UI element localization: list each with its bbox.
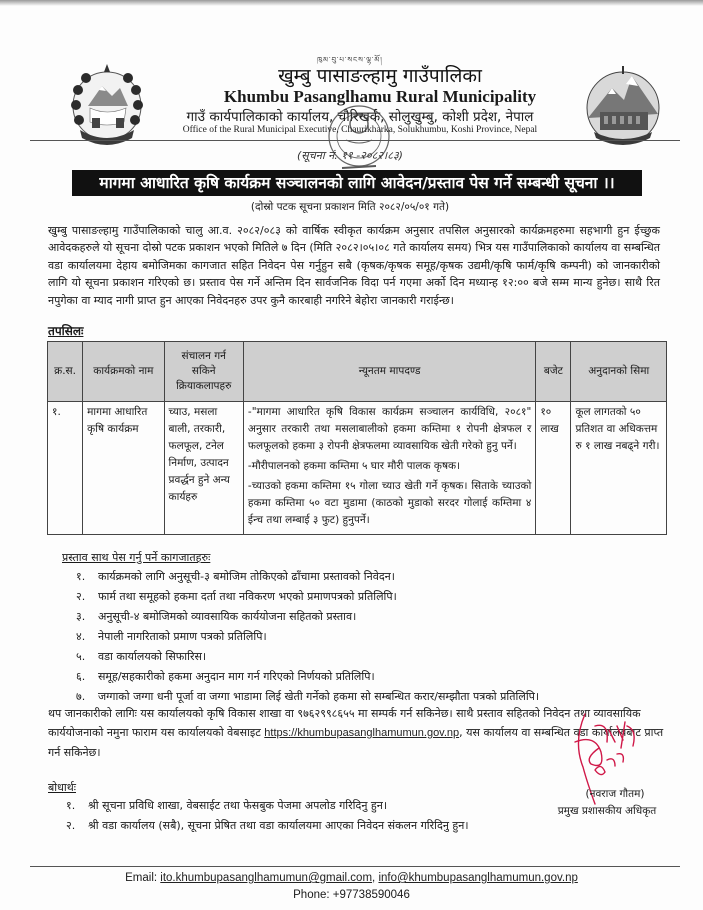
item-text: समूह/सहकारीको हकमा अनुदान माग गर्न गरिएको निर्णयको प्रतिलिपि। [98, 670, 375, 683]
header-divider [30, 140, 680, 141]
item-number: ७. [76, 690, 86, 703]
website-link[interactable]: https://khumbupasanglhamumun.gov.np [264, 727, 460, 739]
nepal-government-emblem-icon [66, 60, 148, 152]
header-minimum-criteria: न्यूनतम मापदण्ड [243, 342, 535, 402]
item-text: श्री सूचना प्रविधि शाखा, वेबसाईट तथा फेसबुक पेजमा अपलोड गरिदिनु हुन। [88, 799, 388, 812]
list-item [66, 796, 469, 816]
required-documents-heading: प्रस्ताव साथ पेस गर्नु पर्ने कागजातहरुः [62, 551, 211, 564]
email-link-ito[interactable]: ito.khumbupasanglhamumun@gmail.com [160, 872, 373, 884]
item-text: अनुसूची-४ बमोजिमको व्यावसायिक कार्ययोजना सहितको प्रस्ताव। [98, 610, 357, 623]
item-number: ३. [76, 610, 86, 623]
header-program-name: कार्यक्रमको नाम [83, 342, 164, 402]
municipality-name-english: Khumbu Pasanglhamu Rural Municipality [223, 87, 537, 106]
criteria-item: -मौरीपालनको हकमा कम्तिमा ५ घार मौरी पालक कृषक। [247, 460, 461, 472]
list-item [76, 567, 539, 587]
item-text: वडा कार्यालयको सिफारिस। [98, 650, 207, 663]
item-text: फार्म तथा समूहको हकमा दर्ता तथा नविकरण भएको प्रमाणपत्रको प्रतिलिपि। [98, 590, 397, 603]
footer-divider [30, 866, 680, 867]
scan-edge [0, 0, 703, 6]
cell-serial: १. [48, 402, 83, 535]
header-budget: बजेट [536, 342, 571, 402]
criteria-item: -"मागमा आधारित कृषि विकास कार्यक्रम सञ्चालन कार्यविधि, २०८१" अनुसार तरकारी तथा मसलाबालीको हकमा कम्तिमा १ रोपनी क्षेत्रफल र फलफूलको हकमा ३ रोपनी क्षेत्रफलमा व्यावसायिक खेती गरेको हुनु पर्ने। [247, 406, 532, 452]
item-number: ६. [76, 670, 86, 683]
cell-activities: च्याउ, मसला बाली, तरकारी, फलफूल, टनेल निर्माण, उत्पादन प्रवर्द्धन हुने अन्य कार्यहरु [164, 402, 243, 535]
municipality-name-nepali: खुम्बु पासाङल्हामु गाउँपालिका [278, 65, 482, 87]
table-row [48, 402, 667, 535]
intro-paragraph: खुम्बु पासाङल्हामु गाउँपालिकाको चालु आ.व. २०८२/०८३ को वार्षिक स्वीकृत कार्यक्रम अनुसार तपसिल अनुसारको कार्यक्रमहरुमा सहभागी हुन ईच्छुक आवेदकहरुले यो सूचना दोस्रो पटक प्रकाशन भएको मितिले ७ दिन (मिति २०८२।०५।०८ गते कार्यालय समय) भित्र यस गाउँपालिकाको कार्यालय वा सम्बन्धित वडा कार्यालयमा देहाय बमोजिमका कागजात सहित निवेदन पेस गर्नुहुन सबै (कृषक/कृषक समूह/कृषक उद्यमी/कृषि फार्म/कृषि कम्पनी) को जानकारीको लागि यो सूचना प्रकाशन गरिएको छ। प्रस्ताव पेस गर्ने अन्तिम दिन सार्वजनिक विदा पर्न गएमा अर्को दिन मध्यान्ह १२:०० बजे सम्म मान्य हुनेछ। साथै रित नपुगेका वा म्याद नागी प्राप्त हुन आएका निवेदनहरु उपर कुनै कारबाही नगरिने बेहोरा जानकारी गराईन्छ। [48, 224, 660, 307]
footer-email-line [0, 872, 703, 884]
tibetan-script-line: ཁུམ་བུ་པ་སངས་ལྷ་མོ། [317, 56, 383, 64]
office-address-english: Office of the Rural Municipal Executive, Chaurikharka, Solukhumbu, Koshi Province, Nepal [182, 125, 538, 135]
email-label: Email: [125, 872, 161, 884]
item-text: जग्गाको जग्गा धनी पूर्जा वा जग्गा भाडामा लिई खेती गर्नेको हकमा सो सम्बन्धित करार/सम्झौता पत्रको प्रतिलिपि। [98, 690, 540, 703]
cell-budget: १० लाख [536, 402, 571, 535]
program-table [47, 341, 667, 535]
contact-text-end: , यस कार्यालय वा सम्बन्धित वडा कार्यालयबाट प्राप्त गर्न सकिनेछ। [48, 726, 664, 759]
publication-date-note: (दोस्रो पटक सूचना प्रकाशन मिति २०८२/०५/०१ गते) [250, 201, 450, 213]
cell-program-name: मागमा आधारित कृषि कार्यक्रम [83, 402, 164, 535]
item-number: १. [76, 570, 86, 583]
list-item [76, 627, 539, 647]
list-item [76, 607, 539, 627]
cell-minimum-criteria [243, 402, 535, 535]
item-number: २. [66, 819, 76, 832]
email-separator: , [372, 872, 379, 884]
item-number: २. [76, 590, 86, 603]
required-documents-list [76, 567, 539, 707]
item-text: नेपाली नागरिताको प्रमाण पत्रको प्रतिलिपि। [98, 630, 267, 643]
office-address-nepali: गाउँ कार्यपालिकाको कार्यालय, चौरिखर्क, सोलुखुम्बु, कोशी प्रदेश, नेपाल [186, 109, 534, 125]
list-item [76, 647, 539, 667]
item-text: श्री वडा कार्यालय (सबै), सूचना प्रेषित तथा वडा कार्यालयमा आएका निवेदन संकलन गरिदिनु हुन। [88, 819, 469, 832]
header-grant-limit: अनुदानको सिमा [571, 342, 667, 402]
email-link-info[interactable]: info@khumbupasanglhamumun.gov.np [378, 872, 578, 884]
criteria-item: -च्याउको हकमा कम्तिमा १५ गोला च्याउ खेती गर्ने कृषक। सिताके च्याउको हकमा कम्तिमा ५० वटा मुडामा (काठको मुडाको सरदर गोलाई कम्तिमा ४ ईन्च तथा लम्बाई ३ फुट) हुनुपर्ने। [247, 480, 532, 526]
item-number: १. [66, 799, 76, 812]
signatory-name: (नवराज गौतम) [585, 788, 645, 800]
signatory-title: प्रमुख प्रशासकीय अधिकृत [557, 805, 657, 817]
cc-heading: बोधार्थः [48, 781, 76, 794]
list-item [76, 587, 539, 607]
cell-grant-limit: कूल लागतको ५० प्रतिशत वा अधिकत्तम रु १ लाख नबढ्ने गरी। [571, 402, 667, 535]
list-item [66, 816, 469, 836]
footer-phone: Phone: +97738590046 [293, 889, 410, 901]
item-number: ५. [76, 650, 86, 663]
item-text: कार्यक्रमको लागि अनुसूची-३ बमोजिम तोकिएको ढाँचामा प्रस्तावको निवेदन। [98, 570, 395, 583]
details-heading: तपसिलः [48, 324, 84, 338]
notice-title: मागमा आधारित कृषि कार्यक्रम सञ्चालनको लागि आवेदन/प्रस्ताव पेस गर्ने सम्बन्धी सूचना ।। [72, 170, 642, 196]
item-number: ४. [76, 630, 86, 643]
contact-text: थप जानकारीको लागिः यस कार्यालयको कृषि विकास शाखा वा ९७६२९९८६५५ मा सम्पर्क गर्न सकिनेछ। साथै प्रस्ताव सहितको निवेदन तथा व्यावसायिक कार्ययोजनाको नमुना फाराम यस कार्यालयको वेबसाइट [48, 707, 641, 739]
header-serial: क्र.स. [48, 342, 83, 402]
header-activities: संचालन गर्न सकिने क्रियाकलापहरु [164, 342, 243, 402]
notice-number: (सूचना नं. ११ -२०८२।८३) [297, 149, 403, 162]
cc-list [66, 796, 469, 836]
list-item [76, 667, 539, 687]
table-header-row [48, 342, 667, 402]
